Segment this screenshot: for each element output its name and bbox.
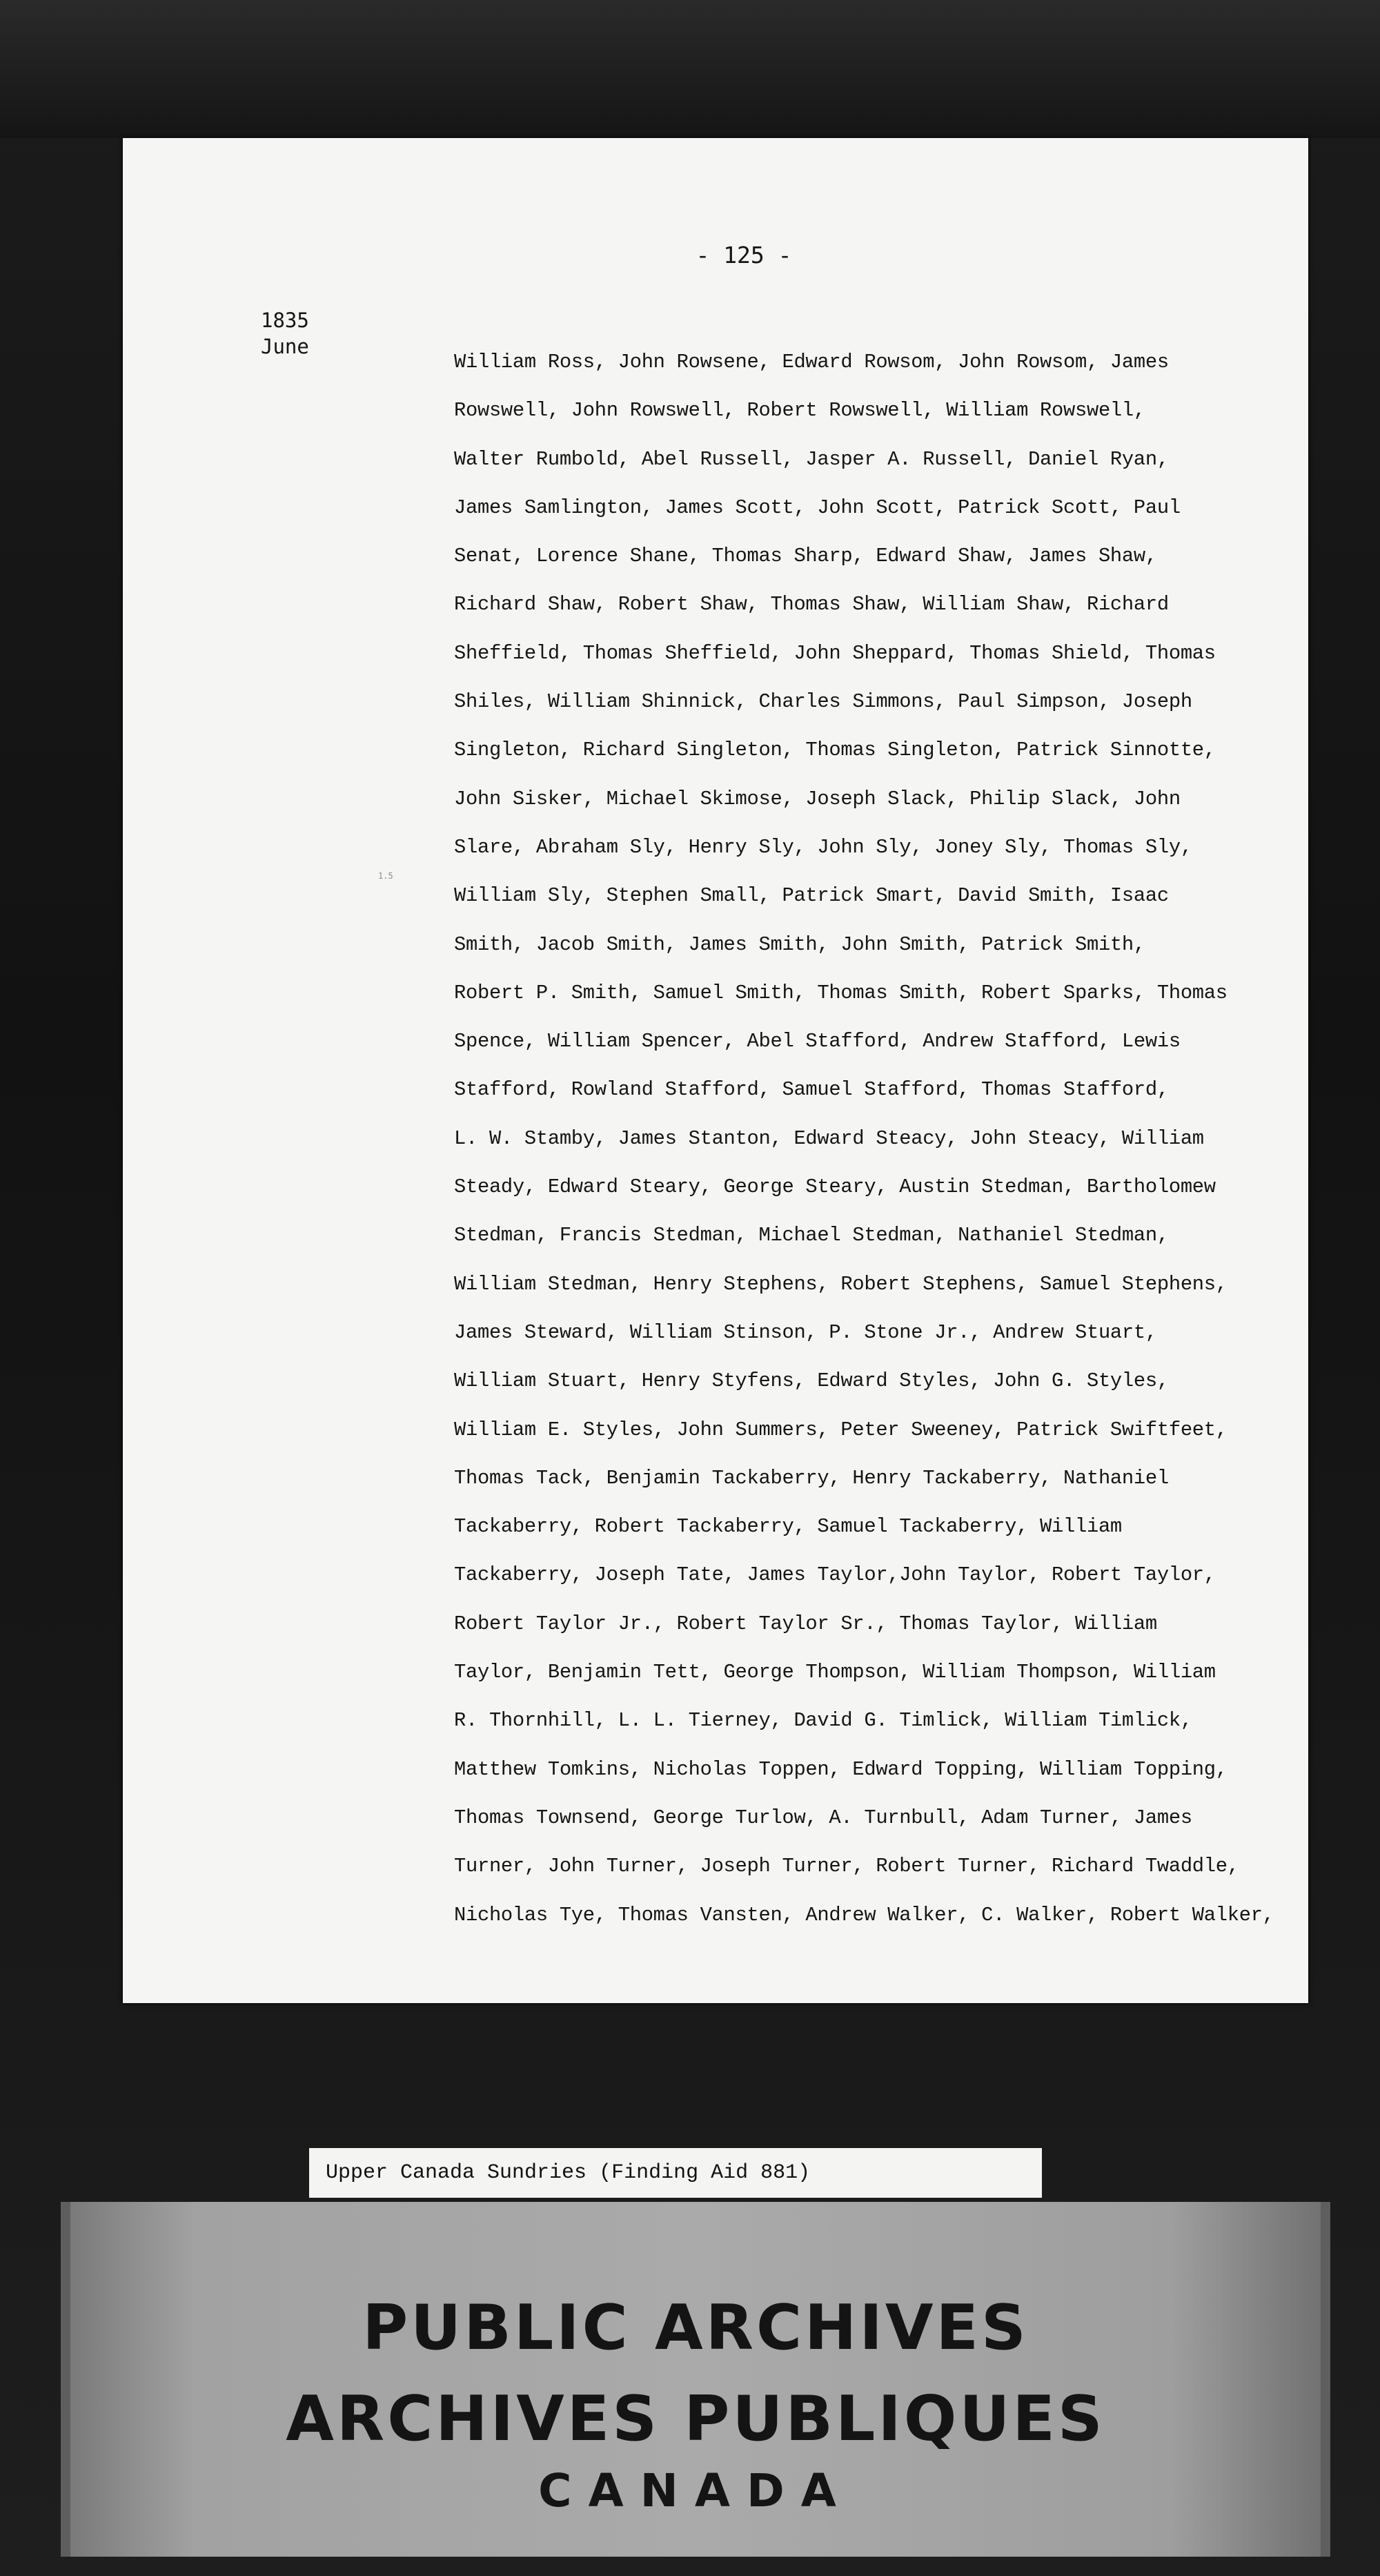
name-list-line: Stedman, Francis Stedman, Michael Stedman, Nathaniel Stedman,: [454, 1224, 1169, 1247]
name-list-line: Sheffield, Thomas Sheffield, John Sheppard, Thomas Shield, Thomas: [454, 641, 1216, 665]
name-list-line: Richard Shaw, Robert Shaw, Thomas Shaw, William Shaw, Richard: [454, 593, 1169, 616]
name-list-line: Nicholas Tye, Thomas Vansten, Andrew Walker, C. Walker, Robert Walker,: [454, 1903, 1274, 1926]
name-list-line: Smith, Jacob Smith, James Smith, John Smith, Patrick Smith,: [454, 933, 1145, 956]
name-list-line: Thomas Townsend, George Turlow, A. Turnbull, Adam Turner, James: [454, 1806, 1192, 1829]
margin-note: 1.5: [378, 871, 393, 881]
name-list-line: Robert P. Smith, Samuel Smith, Thomas Smith, Robert Sparks, Thomas: [454, 981, 1228, 1004]
film-top-band: [0, 0, 1380, 138]
name-list-line: Spence, William Spencer, Abel Stafford, Andrew Stafford, Lewis: [454, 1030, 1181, 1053]
date-heading: [261, 307, 309, 360]
name-list-line: Senat, Lorence Shane, Thomas Sharp, Edward Shaw, James Shaw,: [454, 545, 1157, 568]
stamp-line-public-archives: PUBLIC ARCHIVES: [362, 2292, 1029, 2364]
finding-aid-label: Upper Canada Sundries (Finding Aid 881): [309, 2148, 1042, 2198]
name-list-line: Steady, Edward Steary, George Steary, Austin Stedman, Bartholomew: [454, 1175, 1216, 1199]
stamp-line-archives-publiques: ARCHIVES PUBLIQUES: [286, 2383, 1105, 2455]
name-list-line: William Stuart, Henry Styfens, Edward Styles, John G. Styles,: [454, 1369, 1169, 1393]
archive-stamp: [61, 2202, 1330, 2557]
name-list-line: James Steward, William Stinson, P. Stone Jr., Andrew Stuart,: [454, 1320, 1157, 1344]
name-list-line: John Sisker, Michael Skimose, Joseph Slack, Philip Slack, John: [454, 787, 1181, 810]
name-list-line: Shiles, William Shinnick, Charles Simmons, Paul Simpson, Joseph: [454, 690, 1192, 714]
name-list: [378, 338, 1282, 1940]
name-list-line: Slare, Abraham Sly, Henry Sly, John Sly, Joney Sly, Thomas Sly,: [454, 835, 1192, 859]
stamp-line-canada: CANADA: [538, 2464, 853, 2517]
name-list-line: Thomas Tack, Benjamin Tackaberry, Henry Tackaberry, Nathaniel: [454, 1466, 1169, 1490]
name-list-line: Turner, John Turner, Joseph Turner, Robert Turner, Richard Twaddle,: [454, 1855, 1239, 1878]
name-list-line: Robert Taylor Jr., Robert Taylor Sr., Thomas Taylor, William: [454, 1612, 1157, 1635]
name-list-line: Singleton, Richard Singleton, Thomas Singleton, Patrick Sinnotte,: [454, 739, 1216, 762]
document-page: [123, 138, 1308, 2003]
name-list-line: William Stedman, Henry Stephens, Robert Stephens, Samuel Stephens,: [454, 1272, 1228, 1296]
date-month: June: [261, 335, 309, 358]
name-list-line: L. W. Stamby, James Stanton, Edward Steacy, John Steacy, William: [454, 1126, 1204, 1150]
name-list-line: R. Thornhill, L. L. Tierney, David G. Timlick, William Timlick,: [454, 1709, 1192, 1733]
name-list-line: Tackaberry, Joseph Tate, James Taylor,John Taylor, Robert Taylor,: [454, 1563, 1216, 1587]
name-list-line: William E. Styles, John Summers, Peter Sweeney, Patrick Swiftfeet,: [454, 1418, 1228, 1441]
name-list-line: Walter Rumbold, Abel Russell, Jasper A. Russell, Daniel Ryan,: [454, 447, 1169, 471]
name-list-line: William Sly, Stephen Small, Patrick Smart, David Smith, Isaac: [454, 884, 1169, 908]
name-list-line: Matthew Tomkins, Nicholas Toppen, Edward Topping, William Topping,: [454, 1757, 1228, 1781]
name-list-line: William Ross, John Rowsene, Edward Rowsom, John Rowsom, James: [454, 351, 1169, 373]
name-list-line: James Samlington, James Scott, John Scott, Patrick Scott, Paul: [454, 496, 1181, 519]
name-list-line: Rowswell, John Rowswell, Robert Rowswell, William Rowswell,: [454, 399, 1145, 422]
name-list-line: Stafford, Rowland Stafford, Samuel Stafford, Thomas Stafford,: [454, 1078, 1169, 1102]
name-list-line: Taylor, Benjamin Tett, George Thompson, William Thompson, William: [454, 1661, 1216, 1684]
page-number: - 125 -: [696, 242, 792, 269]
date-year: 1835: [261, 309, 309, 332]
name-list-line: Tackaberry, Robert Tackaberry, Samuel Tackaberry, William: [454, 1515, 1122, 1539]
